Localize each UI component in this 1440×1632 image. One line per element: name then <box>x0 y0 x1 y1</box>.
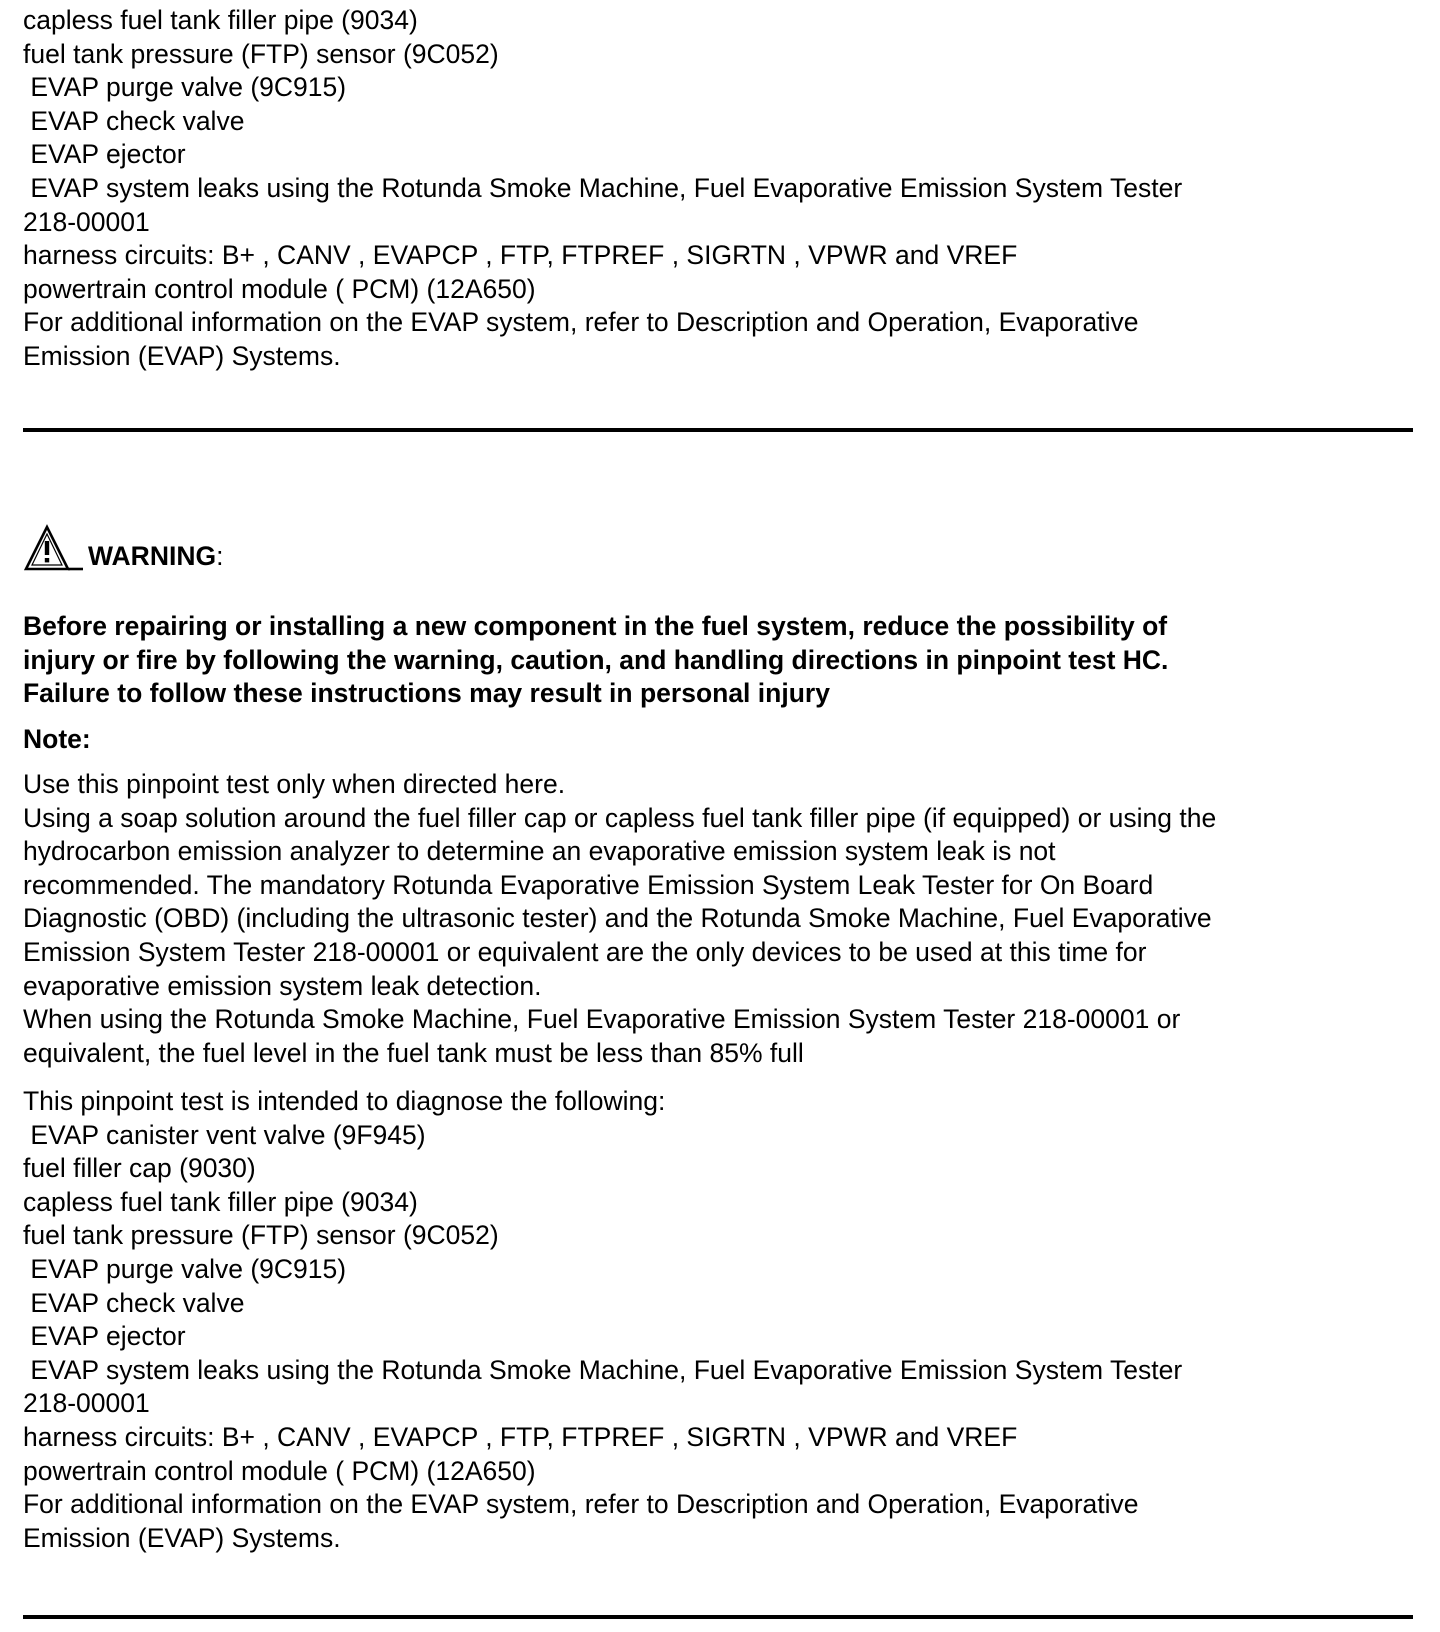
list-line: powertrain control module ( PCM) (12A650) <box>23 273 536 304</box>
list-line: harness circuits: B+ , CANV , EVAPCP , FTP, FTPREF , SIGRTN , VPWR and VREF <box>23 1421 1018 1452</box>
component-list-top <box>23 4 1413 374</box>
warning-line: Before repairing or installing a new component in the fuel system, reduce the possibility of <box>23 611 1168 641</box>
section-divider <box>23 428 1413 432</box>
list-line: 218-00001 <box>23 1388 150 1419</box>
warning-triangle-icon <box>23 524 85 572</box>
note-line: hydrocarbon emission analyzer to determine an evaporative emission system leak is not <box>23 836 1056 867</box>
list-line: fuel tank pressure (FTP) sensor (9C052) <box>23 38 499 69</box>
note-label: Note: <box>23 724 91 754</box>
note-body <box>23 768 1413 1070</box>
list-line: EVAP ejector <box>23 139 186 170</box>
list-line: EVAP purge valve (9C915) <box>23 1253 347 1284</box>
list-line: fuel tank pressure (FTP) sensor (9C052) <box>23 1220 499 1251</box>
list-line: EVAP check valve <box>23 105 245 136</box>
note-line: Emission System Tester 218-00001 or equivalent are the only devices to be used at this time for <box>23 936 1147 967</box>
warning-line: injury or fire by following the warning, caution, and handling directions in pinpoint test HC. <box>23 644 1169 675</box>
warning-line: Failure to follow these instructions may result in personal injury <box>23 678 830 708</box>
list-line: For additional information on the EVAP system, refer to Description and Operation, Evaporative <box>23 1489 1139 1520</box>
list-line: harness circuits: B+ , CANV , EVAPCP , FTP, FTPREF , SIGRTN , VPWR and VREF <box>23 240 1018 271</box>
list-line: Emission (EVAP) Systems. <box>23 1522 341 1553</box>
list-line: fuel filler cap (9030) <box>23 1153 256 1184</box>
list-line: powertrain control module ( PCM) (12A650) <box>23 1455 536 1486</box>
list-line: EVAP canister vent valve (9F945) <box>23 1119 426 1150</box>
list-line: EVAP purge valve (9C915) <box>23 72 347 103</box>
list-line: EVAP ejector <box>23 1321 186 1352</box>
warning-label: WARNING: <box>88 541 224 571</box>
list-line: EVAP check valve <box>23 1287 245 1318</box>
warning-heading <box>23 520 223 572</box>
note-line: equivalent, the fuel level in the fuel tank must be less than 85% full <box>23 1037 804 1068</box>
note-line: evaporative emission system leak detection. <box>23 970 542 1001</box>
component-list-bottom <box>23 1085 1413 1555</box>
list-line: capless fuel tank filler pipe (9034) <box>23 5 418 35</box>
section-divider <box>23 1615 1413 1619</box>
list-line: capless fuel tank filler pipe (9034) <box>23 1186 418 1217</box>
note-line: When using the Rotunda Smoke Machine, Fuel Evaporative Emission System Tester 218-00001 or <box>23 1004 1181 1035</box>
note-line: recommended. The mandatory Rotunda Evaporative Emission System Leak Tester for On Board <box>23 869 1154 900</box>
list-line: This pinpoint test is intended to diagnose the following: <box>23 1086 666 1116</box>
warning-message <box>23 610 1413 711</box>
note-line: Use this pinpoint test only when directed here. <box>23 769 566 799</box>
note-line: Using a soap solution around the fuel filler cap or capless fuel tank filler pipe (if equipped) or using the <box>23 802 1217 833</box>
list-line: EVAP system leaks using the Rotunda Smoke Machine, Fuel Evaporative Emission System Tester <box>23 1354 1183 1385</box>
list-line: Emission (EVAP) Systems. <box>23 340 341 371</box>
list-line: For additional information on the EVAP system, refer to Description and Operation, Evaporative <box>23 307 1139 338</box>
list-line: EVAP system leaks using the Rotunda Smoke Machine, Fuel Evaporative Emission System Tester <box>23 172 1183 203</box>
list-line: 218-00001 <box>23 206 150 237</box>
note-line: Diagnostic (OBD) (including the ultrasonic tester) and the Rotunda Smoke Machine, Fuel Evaporative <box>23 903 1212 934</box>
